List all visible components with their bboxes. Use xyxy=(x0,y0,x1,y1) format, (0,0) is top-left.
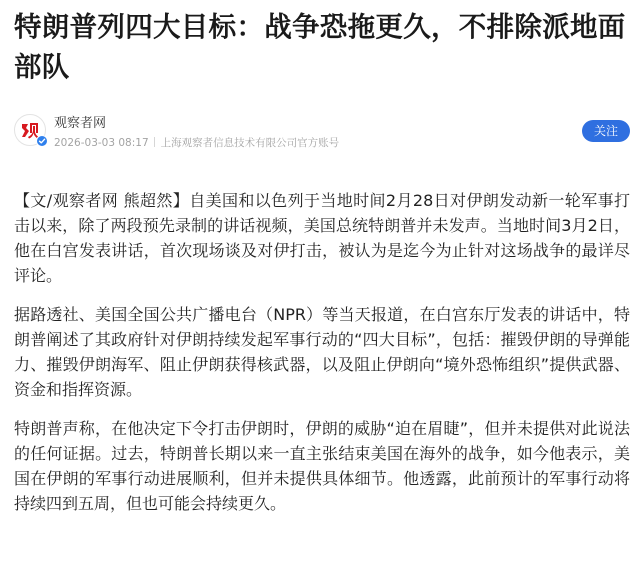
source-name[interactable]: 观察者网 xyxy=(54,116,107,131)
publish-date: 2026-03-03 08:17 xyxy=(54,137,149,149)
article-title: 特朗普列四大目标：战争恐拖更久，不排除派地面部队 xyxy=(14,11,626,83)
article-paragraph: 【文/观察者网 熊超然】自美国和以色列于当地时间2月28日对伊朗发动新一轮军事打击以来，除了两段预先录制的讲话视频，美国总统特朗普并未发声。当地时间3月2日，他在白宫发表讲话，首次现场谈及对伊打击，被认为是迄今为止针对这场战争的最详尽评论。 xyxy=(14,191,630,285)
meta-line xyxy=(54,136,339,150)
meta-divider xyxy=(154,137,155,147)
account-description: 上海观察者信息技术有限公司官方账号 xyxy=(160,137,340,149)
article-paragraph: 据路透社、美国全国公共广播电台（NPR）等当天报道，在白宫东厅发表的讲话中，特朗普阐述了其政府针对伊朗持续发起军事行动的“四大目标”，包括：摧毁伊朗的导弹能力、摧毁伊朗海军、阻止伊朗获得核武器，以及阻止伊朗向“境外恐怖组织”提供武器、资金和指挥资源。 xyxy=(14,305,630,399)
author-bar xyxy=(14,110,630,154)
follow-button[interactable]: 关注 xyxy=(582,120,630,142)
article-paragraph: 特朗普声称，在他决定下令打击伊朗时，伊朗的威胁“迫在眉睫”，但并未提供对此说法的任何证据。过去，特朗普长期以来一直主张结束美国在海外的战争，如今他表示，美国在伊朗的军事行动进展顺利，但并未提供具体细节。他透露，此前预计的军事行动将持续四到五周，但也可能会持续更久。 xyxy=(14,419,630,513)
article-body xyxy=(14,188,630,516)
avatar[interactable] xyxy=(14,114,46,146)
verified-badge-icon xyxy=(36,135,48,147)
